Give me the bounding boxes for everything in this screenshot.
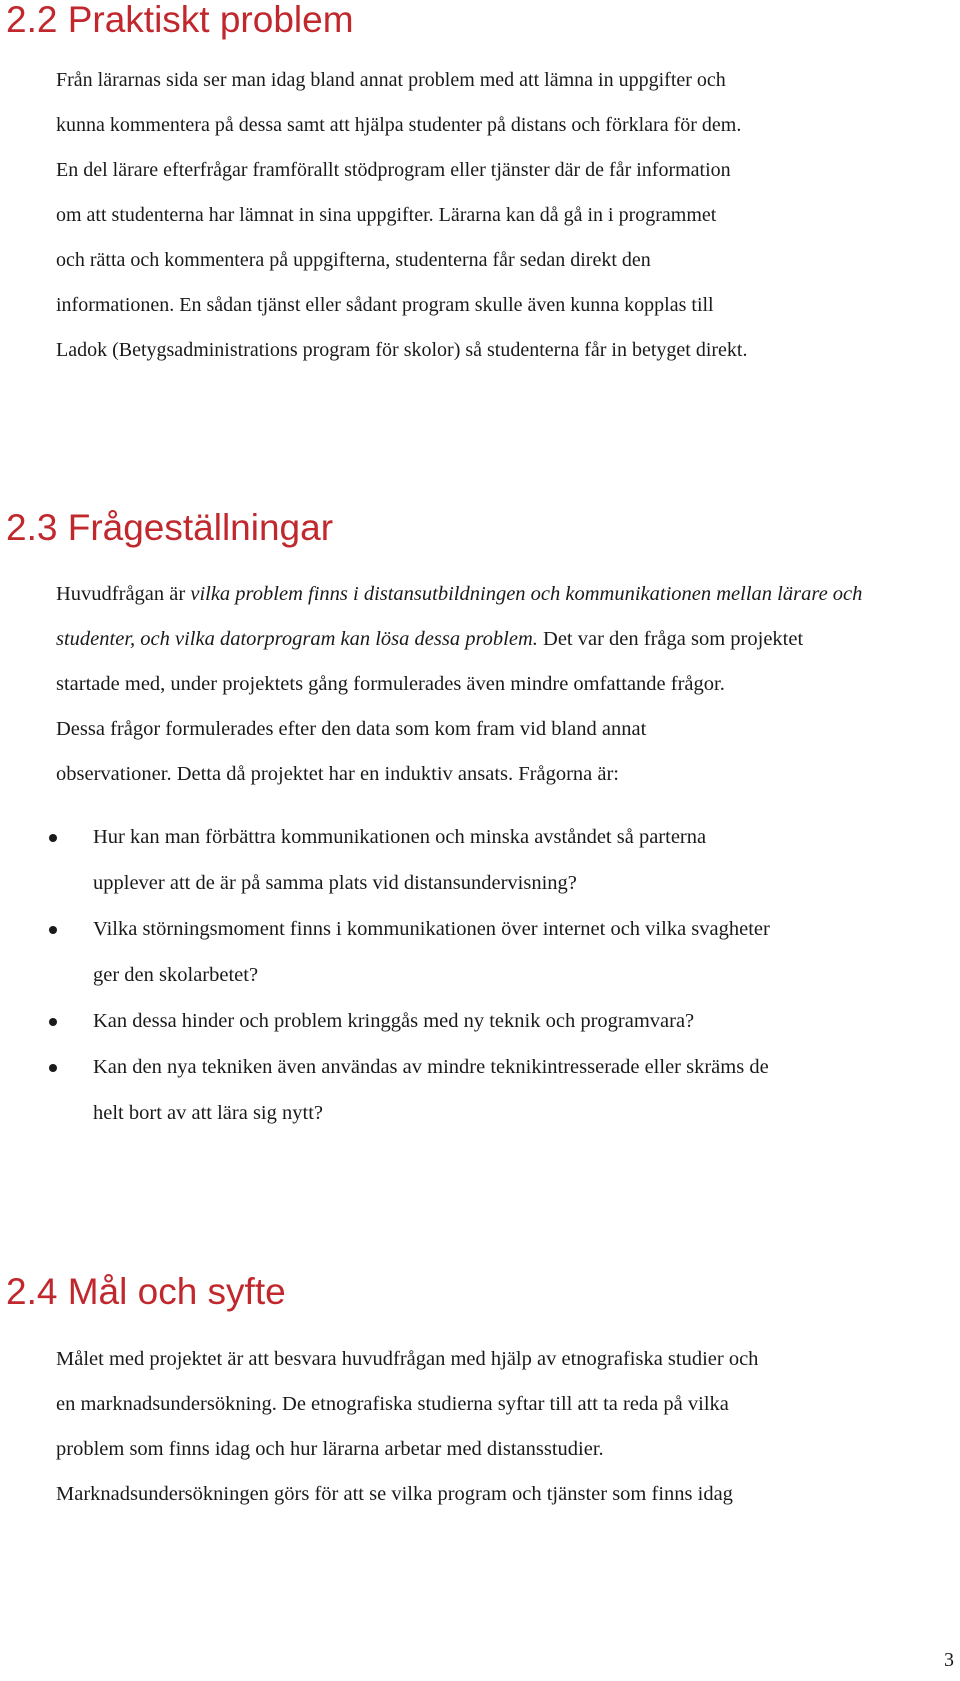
question-list bbox=[0, 814, 960, 1136]
text-line: Dessa frågor formulerades efter den data som kom fram vid bland annat bbox=[56, 718, 647, 740]
text-line bbox=[56, 572, 936, 617]
list-item bbox=[0, 814, 960, 906]
text-line: Från lärarnas sida ser man idag bland annat problem med att lämna in uppgifter och bbox=[56, 69, 726, 91]
text-line: Kan den nya tekniken även användas av mindre teknikintresserade eller skräms de bbox=[93, 1056, 769, 1078]
page-number: 3 bbox=[944, 1649, 954, 1671]
text-line: observationer. Detta då projektet har en induktiv ansats. Frågorna är: bbox=[56, 763, 619, 785]
text-line: Kan dessa hinder och problem kringgås med ny teknik och programvara? bbox=[93, 1010, 695, 1032]
bullet-icon bbox=[49, 1064, 57, 1072]
text-line: kunna kommentera på dessa samt att hjälpa studenter på distans och förklara för dem. bbox=[56, 114, 742, 136]
section-heading-fragestallningar: 2.3 Frågeställningar bbox=[6, 507, 334, 548]
main-question-part-1: vilka problem finns i distansutbildningen och kommunikationen mellan lärare och bbox=[190, 583, 863, 605]
intro-lead: Huvudfrågan är bbox=[56, 583, 191, 605]
text-line: ger den skolarbetet? bbox=[93, 964, 259, 986]
text-line: Målet med projektet är att besvara huvudfrågan med hjälp av etnografiska studier och bbox=[56, 1348, 759, 1370]
bullet-icon bbox=[49, 1018, 57, 1026]
text-line: Hur kan man förbättra kommunikationen och minska avståndet så parterna bbox=[93, 826, 707, 848]
list-item bbox=[0, 1044, 960, 1136]
intro-continuation: Det var den fråga som projektet bbox=[537, 628, 804, 650]
text-line: Ladok (Betygsadministrations program för skolor) så studenterna får in betyget direkt. bbox=[56, 339, 748, 361]
text-line: startade med, under projektets gång formulerades även mindre omfattande frågor. bbox=[56, 673, 725, 695]
text-line: helt bort av att lära sig nytt? bbox=[93, 1102, 323, 1124]
section-heading-praktiskt-problem: 2.2 Praktiskt problem bbox=[6, 0, 354, 40]
paragraph-mal-och-syfte bbox=[56, 1337, 936, 1517]
bullet-icon bbox=[49, 834, 57, 842]
text-line: informationen. En sådan tjänst eller sådant program skulle även kunna kopplas till bbox=[56, 294, 714, 316]
text-line: upplever att de är på samma plats vid distansundervisning? bbox=[93, 872, 577, 894]
list-item bbox=[0, 906, 960, 998]
text-line: En del lärare efterfrågar framförallt stödprogram eller tjänster där de får information bbox=[56, 159, 731, 181]
text-line: problem som finns idag och hur lärarna arbetar med distansstudier. bbox=[56, 1438, 604, 1460]
text-line bbox=[56, 617, 936, 662]
text-line: om att studenterna har lämnat in sina uppgifter. Lärarna kan då gå in i programmet bbox=[56, 204, 717, 226]
paragraph-praktiskt-problem bbox=[56, 58, 936, 373]
list-item bbox=[0, 998, 960, 1044]
text-line: Vilka störningsmoment finns i kommunikationen över internet och vilka svagheter bbox=[93, 918, 770, 940]
text-line: en marknadsundersökning. De etnografiska studierna syftar till att ta reda på vilka bbox=[56, 1393, 729, 1415]
text-line: Marknadsundersökningen görs för att se vilka program och tjänster som finns idag bbox=[56, 1483, 733, 1505]
paragraph-fragestallningar bbox=[56, 572, 936, 797]
bullet-icon bbox=[49, 926, 57, 934]
text-line: och rätta och kommentera på uppgifterna, studenterna får sedan direkt den bbox=[56, 249, 651, 271]
main-question-part-2: studenter, och vilka datorprogram kan lösa dessa problem. bbox=[56, 628, 538, 650]
section-heading-mal-och-syfte: 2.4 Mål och syfte bbox=[6, 1271, 286, 1312]
